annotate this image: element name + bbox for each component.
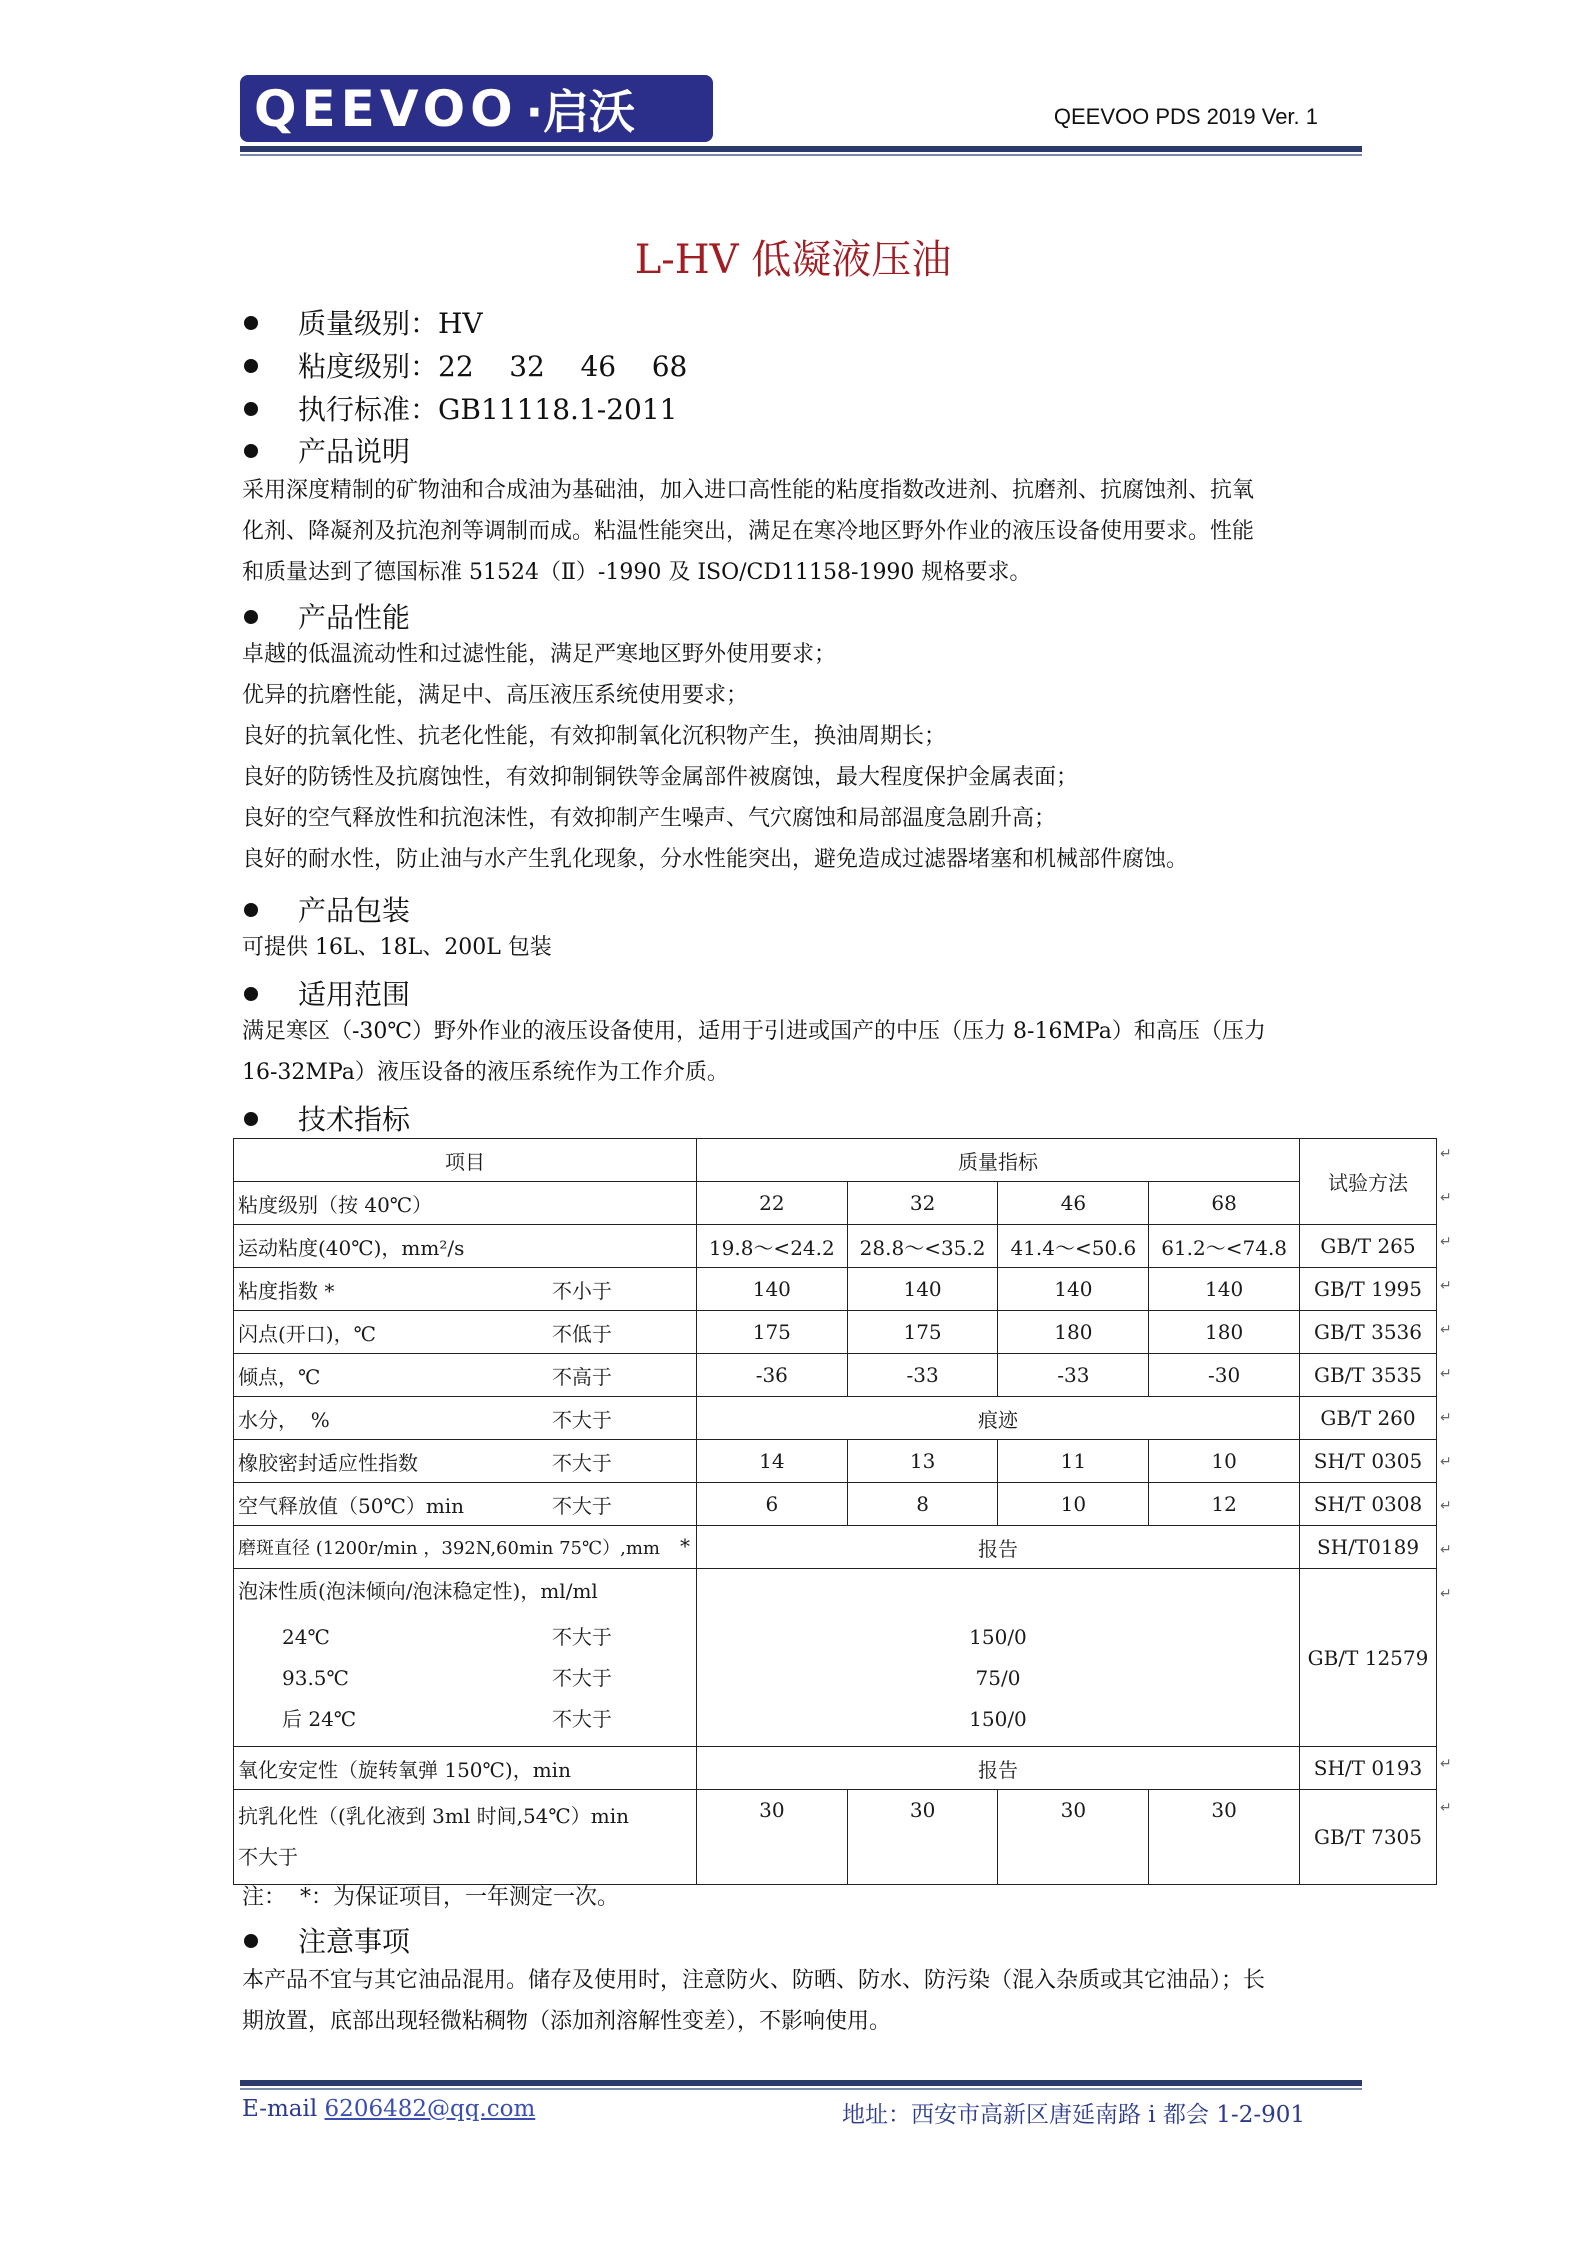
grade-value: 22 bbox=[696, 1182, 847, 1225]
cell-value: 14 bbox=[696, 1440, 847, 1483]
quality-grade: 质量级别：HV bbox=[244, 302, 483, 342]
performance-text: 卓越的低温流动性和过滤性能，满足严寒地区野外使用要求； 优异的抗磨性能，满足中、高压液压系统使用要求； 良好的抗氧化性、抗老化性能，有效抑制氧化沉积物产生，换油周期长； 良好的防锈性及抗腐蚀性，有效抑制铜铁等金属部件被腐蚀，最大程度保护金属表面； 良好的空气释放性和抗泡沫性，有效抑制产生噪声、气穴腐蚀和局部温度急剧升高； 良好的耐水性，防止油与水产生乳化现象，分水性能突出，避免造成过滤器堵塞和机械部件腐蚀。 bbox=[242, 642, 1189, 872]
cell-value: -33 bbox=[847, 1354, 998, 1397]
return-mark-icon: ↵ bbox=[1440, 1410, 1452, 1426]
logo-text: QEEVOO bbox=[254, 79, 518, 138]
foam-label: 泡沫性质(泡沫倾向/泡沫稳定性)，ml/ml 24℃ 不大于 93.5℃ 不大于 后 24℃ 不大于 bbox=[234, 1569, 697, 1747]
description-heading: 产品说明 bbox=[244, 430, 410, 470]
caution-heading: 注意事项 bbox=[244, 1920, 410, 1960]
header-method: 试验方法 bbox=[1300, 1139, 1437, 1225]
grade-value: 32 bbox=[847, 1182, 998, 1225]
viscosity-grade: 粘度级别：22 32 46 68 bbox=[244, 345, 687, 385]
row-label: 抗乳化性（(乳化液到 3ml 时间,54℃）min 不大于 bbox=[234, 1790, 697, 1885]
row-label: 磨斑直径 (1200r/min ，392N,60min 75℃）,mm * bbox=[234, 1526, 697, 1569]
cell-value: -36 bbox=[696, 1354, 847, 1397]
cell-method: SH/T0189 bbox=[1300, 1526, 1437, 1569]
packaging-text: 可提供 16L、18L、200L 包装 bbox=[242, 935, 552, 960]
cell-method: GB/T 1995 bbox=[1300, 1268, 1437, 1311]
header-item: 项目 bbox=[234, 1139, 697, 1182]
table-row bbox=[234, 1440, 1437, 1483]
cell-value: 痕迹 bbox=[696, 1397, 1299, 1440]
cell-method: GB/T 260 bbox=[1300, 1397, 1437, 1440]
cell-value: 30 bbox=[1149, 1790, 1300, 1885]
bullet-icon bbox=[244, 1934, 258, 1948]
return-mark-icon: ↵ bbox=[1440, 1454, 1452, 1470]
row-label: 运动粘度(40℃)，mm²/s bbox=[234, 1225, 697, 1268]
table-row bbox=[234, 1182, 1437, 1225]
logo-cn: ·启沃 bbox=[525, 84, 636, 139]
cell-method: GB/T 265 bbox=[1300, 1225, 1437, 1268]
bullet-icon bbox=[244, 402, 258, 416]
return-mark-icon: ↵ bbox=[1440, 1586, 1452, 1602]
cell-value: 10 bbox=[1149, 1440, 1300, 1483]
cell-value: 180 bbox=[1149, 1311, 1300, 1354]
caution-text: 本产品不宜与其它油品混用。储存及使用时，注意防火、防晒、防水、防污染（混入杂质或其它油品）；长 期放置，底部出现轻微粘稠物（添加剂溶解性变差），不影响使用。 bbox=[242, 1968, 1266, 2034]
cell-value: 61.2～<74.8 bbox=[1149, 1225, 1300, 1268]
grade-value: 68 bbox=[1149, 1182, 1300, 1225]
row-label: 粘度指数 * 不小于 bbox=[234, 1268, 697, 1311]
return-mark-icon: ↵ bbox=[1440, 1366, 1452, 1382]
return-mark-icon: ↵ bbox=[1440, 1322, 1452, 1338]
grade-label: 粘度级别（按 40℃） bbox=[234, 1182, 697, 1225]
table-row bbox=[234, 1397, 1437, 1440]
cell-method: GB/T 7305 bbox=[1300, 1790, 1437, 1885]
bullet-icon bbox=[244, 987, 258, 1001]
bullet-icon bbox=[244, 1112, 258, 1126]
cell-value: 11 bbox=[998, 1440, 1149, 1483]
return-mark-icon: ↵ bbox=[1440, 1800, 1452, 1816]
return-mark-icon: ↵ bbox=[1440, 1146, 1452, 1162]
table-row bbox=[234, 1225, 1437, 1268]
cell-value: 12 bbox=[1149, 1483, 1300, 1526]
cell-value: 报告 bbox=[696, 1526, 1299, 1569]
footer-rule-thin bbox=[240, 2088, 1362, 2090]
table-row bbox=[234, 1790, 1437, 1885]
performance-heading: 产品性能 bbox=[244, 596, 410, 636]
scope-text: 满足寒区（-30℃）野外作业的液压设备使用，适用于引进或国产的中压（压力 8-16MPa）和高压（压力 16-32MPa）液压设备的液压系统作为工作介质。 bbox=[242, 1019, 1266, 1085]
cell-value: 28.8～<35.2 bbox=[847, 1225, 998, 1268]
cell-value: 140 bbox=[847, 1268, 998, 1311]
footer-email: E-mail 6206482@qq.com bbox=[242, 2096, 536, 2122]
company-logo bbox=[240, 75, 713, 142]
cell-value: 30 bbox=[696, 1790, 847, 1885]
header-rule-thin bbox=[240, 154, 1362, 156]
cell-method: SH/T 0308 bbox=[1300, 1483, 1437, 1526]
cell-value: 10 bbox=[998, 1483, 1149, 1526]
cell-value: 6 bbox=[696, 1483, 847, 1526]
table-row bbox=[234, 1569, 1437, 1747]
header-rule bbox=[240, 146, 1362, 152]
return-mark-icon: ↵ bbox=[1440, 1756, 1452, 1772]
table-row bbox=[234, 1526, 1437, 1569]
cell-value: 140 bbox=[998, 1268, 1149, 1311]
table-row bbox=[234, 1268, 1437, 1311]
cell-value: 41.4～<50.6 bbox=[998, 1225, 1149, 1268]
footer-rule bbox=[240, 2080, 1362, 2086]
bullet-icon bbox=[244, 610, 258, 624]
return-mark-icon: ↵ bbox=[1440, 1278, 1452, 1294]
cell-value: 30 bbox=[847, 1790, 998, 1885]
header-quality: 质量指标 bbox=[696, 1139, 1299, 1182]
spec-table bbox=[233, 1138, 1437, 1885]
row-label: 水分， % 不大于 bbox=[234, 1397, 697, 1440]
cell-value: 180 bbox=[998, 1311, 1149, 1354]
email-link[interactable]: 6206482@qq.com bbox=[324, 2096, 536, 2122]
row-label: 橡胶密封适应性指数 不大于 bbox=[234, 1440, 697, 1483]
table-row bbox=[234, 1311, 1437, 1354]
packaging-heading: 产品包装 bbox=[244, 889, 410, 929]
cell-method: SH/T 0193 bbox=[1300, 1747, 1437, 1790]
cell-value: -30 bbox=[1149, 1354, 1300, 1397]
footer-address: 地址：西安市高新区唐延南路 i 都会 1-2-901 bbox=[842, 2102, 1305, 2128]
return-mark-icon: ↵ bbox=[1440, 1542, 1452, 1558]
row-label: 倾点，℃ 不高于 bbox=[234, 1354, 697, 1397]
cell-method: SH/T 0305 bbox=[1300, 1440, 1437, 1483]
bullet-icon bbox=[244, 444, 258, 458]
table-row bbox=[234, 1747, 1437, 1790]
row-label: 闪点(开口)，℃ 不低于 bbox=[234, 1311, 697, 1354]
cell-value: 13 bbox=[847, 1440, 998, 1483]
page-title: L-HV 低凝液压油 bbox=[634, 237, 952, 283]
cell-method: GB/T 12579 bbox=[1300, 1569, 1437, 1747]
table-row bbox=[234, 1139, 1437, 1182]
cell-value: 140 bbox=[1149, 1268, 1300, 1311]
cell-value: 140 bbox=[696, 1268, 847, 1311]
cell-value: 报告 bbox=[696, 1747, 1299, 1790]
doc-reference: QEEVOO PDS 2019 Ver. 1 bbox=[1053, 104, 1318, 129]
cell-method: GB/T 3536 bbox=[1300, 1311, 1437, 1354]
cell-value: 19.8～<24.2 bbox=[696, 1225, 847, 1268]
bullet-icon bbox=[244, 359, 258, 373]
bullet-icon bbox=[244, 316, 258, 330]
row-label: 空气释放值（50℃）min 不大于 bbox=[234, 1483, 697, 1526]
cell-value: 175 bbox=[696, 1311, 847, 1354]
row-label: 氧化安定性（旋转氧弹 150℃)，min bbox=[234, 1747, 697, 1790]
grade-value: 46 bbox=[998, 1182, 1149, 1225]
cell-value: 175 bbox=[847, 1311, 998, 1354]
foam-values: 150/0 75/0 150/0 bbox=[696, 1569, 1299, 1747]
cell-method: GB/T 3535 bbox=[1300, 1354, 1437, 1397]
table-note: 注： *：为保证项目，一年测定一次。 bbox=[242, 1885, 619, 1910]
cell-value: 8 bbox=[847, 1483, 998, 1526]
cell-value: -33 bbox=[998, 1354, 1149, 1397]
description-text: 采用深度精制的矿物油和合成油为基础油，加入进口高性能的粘度指数改进剂、抗磨剂、抗腐蚀剂、抗氧 化剂、降凝剂及抗泡剂等调制而成。粘温性能突出，满足在寒冷地区野外作业的液压设备使用要求。性能 和质量达到了德国标准 51524（Ⅱ）-1990 及 ISO/CD11158-1990 规格要求。 bbox=[242, 478, 1255, 585]
return-mark-icon: ↵ bbox=[1440, 1498, 1452, 1514]
scope-heading: 适用范围 bbox=[244, 973, 410, 1013]
table-row bbox=[234, 1483, 1437, 1526]
cell-value: 30 bbox=[998, 1790, 1149, 1885]
return-mark-icon: ↵ bbox=[1440, 1234, 1452, 1250]
standard: 执行标准：GB11118.1-2011 bbox=[244, 388, 677, 428]
tech-heading: 技术指标 bbox=[244, 1098, 410, 1138]
bullet-icon bbox=[244, 903, 258, 917]
return-mark-icon: ↵ bbox=[1440, 1190, 1452, 1206]
table-row bbox=[234, 1354, 1437, 1397]
